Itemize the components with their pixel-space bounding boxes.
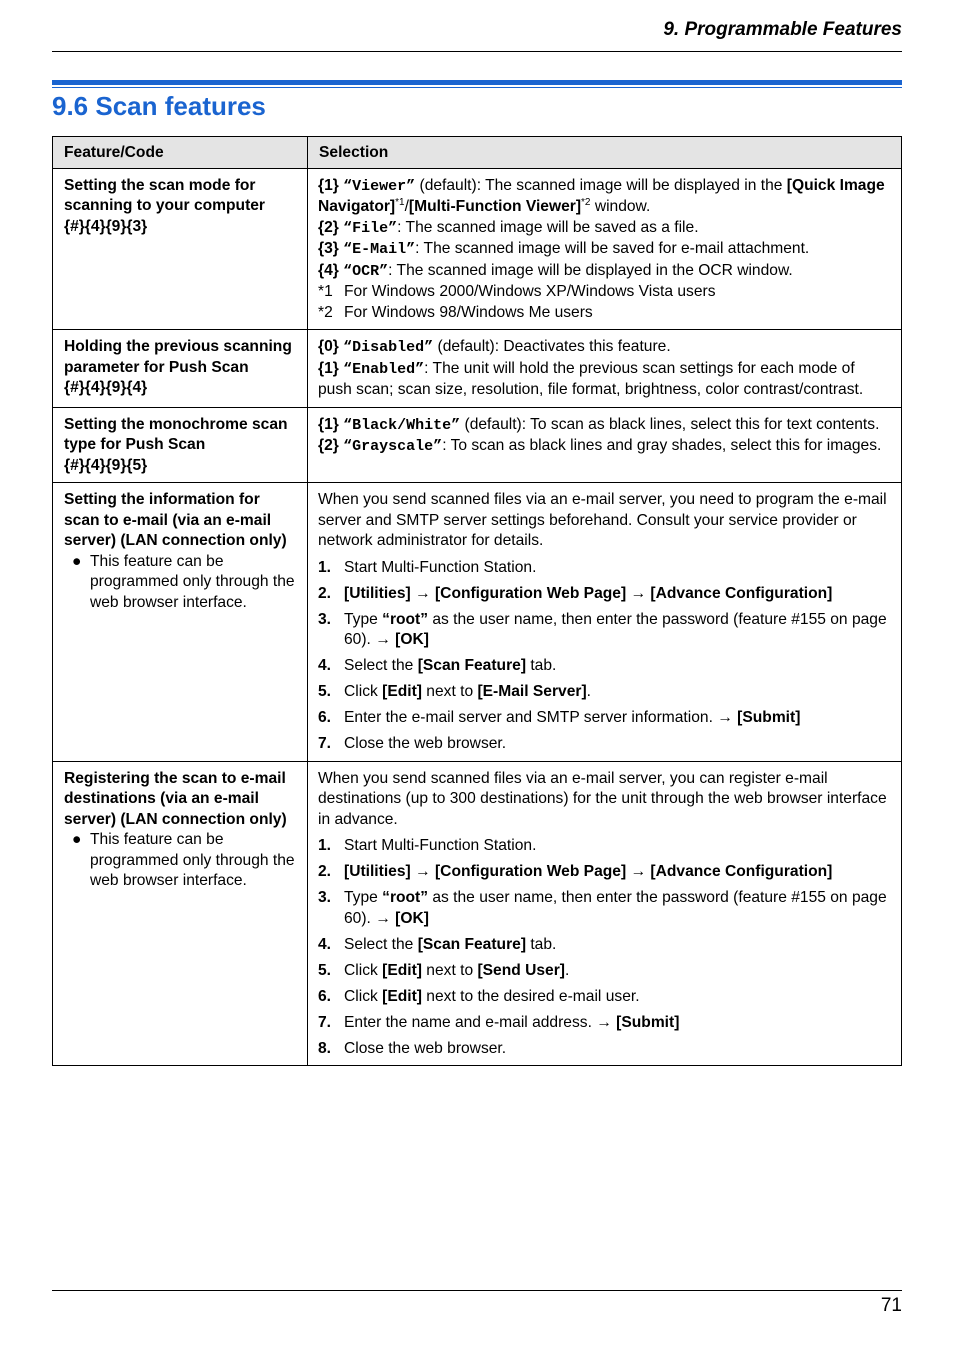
step-text [344,610,891,651]
step-fragment: Click [344,961,383,979]
step-text [344,888,891,929]
step-text [344,558,536,579]
step-text [344,935,556,956]
step-number: 7. [318,1013,332,1031]
step-text [344,1013,679,1034]
step-fragment: Start Multi-Function Station. [344,837,537,854]
step-number: 7. [318,735,332,752]
option-line [318,415,891,437]
footnote [318,282,891,303]
step-fragment: next to [421,961,478,979]
option-line [318,359,891,401]
step-text [344,987,640,1008]
step-number: 1. [318,837,332,854]
header-divider [52,51,902,52]
step-text [344,584,832,605]
table-row [53,483,902,762]
step-number: 5. [318,961,332,979]
section-bar [52,80,902,85]
chapter-title: 9. Programmable Features [663,19,902,40]
ui-label: [Scan Feature] [417,657,527,674]
option-desc: window. [590,198,651,215]
option-key: {2} [318,218,339,236]
step-item [318,558,891,579]
selection-cell [308,168,902,330]
option-value: “Grayscale” [343,438,443,455]
step-item [318,734,891,755]
steps-list [318,558,891,755]
ui-label: [Submit] [616,1013,680,1031]
step-number: 5. [318,683,332,700]
option-link: [Quick Image Navigator] [318,176,885,215]
option-value: “Enabled” [343,360,425,378]
feature-cell [53,407,308,483]
steps-list [318,836,891,1059]
step-fragment: as the user name, then enter the password (feature #155 on page 60). [344,889,887,927]
page-number: 71 [880,1295,902,1316]
ui-label: [Utilities] [344,584,411,602]
option-key: {1} [318,415,339,433]
step-text [344,734,506,755]
step-item [318,584,891,605]
ui-label: [Scan Feature] [417,935,527,953]
step-fragment: tab. [526,657,557,674]
option-key: {1} [318,176,339,194]
feature-cell [53,168,308,330]
step-item [318,888,891,929]
step-number: 6. [318,709,332,726]
intro-text: When you send scanned files via an e-mail server, you need to program the e-mail server and SMTP server settings beforehand. Consult your service provider or network administrator for details. [318,491,887,549]
step-fragment: . [586,683,591,700]
ui-label: [Configuration Web Page] [434,863,627,880]
step-fragment: Enter the e-mail server and SMTP server information. [344,709,713,726]
option-key: {1} [318,359,339,377]
ui-label: [Send User] [477,961,565,979]
step-item [318,656,891,677]
table-row [53,407,902,483]
step-text [344,961,569,982]
step-fragment: Select the [344,935,418,953]
option-line [318,239,891,261]
option-value: “File” [343,219,398,237]
step-item [318,987,891,1008]
arrow-icon: → [626,584,651,602]
step-text [344,682,591,703]
step-text [344,862,832,883]
feature-name: Holding the previous scanning parameter for Push Scan [64,338,292,376]
ui-label: [OK] [395,631,429,648]
option-key: {2} [318,437,339,454]
ui-label: [Advance Configuration] [650,863,833,880]
step-fragment: Click [344,683,383,700]
step-item [318,1013,891,1034]
option-line [318,436,891,458]
ui-label: [OK] [395,909,429,927]
option-line [318,176,891,218]
step-item [318,836,891,857]
step-number: 2. [318,863,332,880]
step-number: 2. [318,584,332,602]
feature-code: {#}{4}{9}{5} [64,456,148,474]
step-fragment: Click [344,987,383,1005]
ui-label: [Edit] [382,961,422,979]
ui-label: [Edit] [382,683,422,700]
arrow-icon: → [712,709,738,726]
footnote-mark: *2 [318,303,333,321]
ui-label: [Utilities] [344,863,411,880]
ui-label: [Edit] [382,987,422,1005]
bullet-icon: ● [72,552,82,570]
column-header-selection: Selection [308,137,902,169]
intro-text: When you send scanned files via an e-mail server, you can register e-mail destinations (up to 300 destinations) for the unit through the web browser interface in advance. [318,769,887,828]
option-value: “Viewer” [343,177,416,195]
step-item [318,682,891,703]
step-text [344,1039,506,1060]
feature-name: Registering the scan to e-mail destinations (via an e-mail server) (LAN connection only) [64,769,287,828]
footnote-mark: *1 [318,283,333,300]
step-number: 6. [318,987,332,1005]
step-item [318,610,891,651]
step-number: 4. [318,935,332,953]
step-fragment: Close the web browser. [344,1039,507,1057]
features-table [52,136,902,1066]
option-value: “E-Mail” [343,241,416,258]
footnote-ref: *1 [395,196,405,208]
option-desc: : The unit will hold the previous scan settings for each mode of push scan; scan size, resolution, file format, brightness, color contrast/contrast. [318,359,864,398]
step-item [318,1039,891,1060]
option-value: “OCR” [343,262,389,280]
feature-code: {#}{4}{9}{4} [64,379,148,396]
table-row [53,168,902,330]
step-text [344,656,556,677]
table-row [53,761,902,1066]
option-desc: : The scanned image will be saved as a file. [397,218,699,236]
feature-name: Setting the scan mode for scanning to your computer [64,176,266,214]
option-desc: : To scan as black lines and gray shades, select this for images. [442,437,882,454]
option-key: {4} [318,261,339,279]
selection-cell [308,761,902,1066]
footnote-ref: *2 [581,196,591,208]
step-item [318,935,891,956]
bullet-note [64,552,297,614]
bullet-text: This feature can be programmed only through the web browser interface. [90,831,295,889]
option-value: “Black/White” [343,416,461,434]
step-fragment: Enter the name and e-mail address. [344,1013,592,1031]
option-link: [Multi-Function Viewer] [408,198,582,215]
bullet-note [64,830,297,892]
option-desc: (default): To scan as black lines, select this for text contents. [460,415,880,433]
ui-label: [Configuration Web Page] [434,584,627,602]
feature-name: Setting the monochrome scan type for Push Scan [64,415,288,453]
arrow-icon: → [410,584,435,602]
step-item [318,961,891,982]
feature-code: {#}{4}{9}{3} [64,217,148,235]
option-key: {3} [318,240,339,257]
feature-cell [53,330,308,408]
step-number: 3. [318,610,332,628]
bullet-text: This feature can be programmed only through the web browser interface. [90,552,295,611]
arrow-icon: → [410,863,435,880]
step-fragment: Type [344,610,383,628]
ui-label: [E-Mail Server] [477,683,587,700]
option-line [318,337,891,359]
feature-cell [53,761,308,1066]
selection-cell [308,483,902,762]
footnote-text: For Windows 98/Windows Me users [344,303,593,321]
feature-name: Setting the information for scan to e-mail (via an e-mail server) (LAN connection only) [64,491,287,549]
footnote [318,303,891,324]
option-desc: : The scanned image will be saved for e-mail attachment. [415,240,810,257]
step-fragment: Close the web browser. [344,735,507,752]
step-number: 3. [318,889,332,906]
step-number: 4. [318,657,332,674]
step-fragment: next to [421,683,478,700]
step-fragment: Start Multi-Function Station. [344,558,537,576]
step-fragment: Type [344,889,383,906]
arrow-icon: → [370,909,396,927]
arrow-icon: → [626,863,651,880]
ui-label: “root” [382,889,429,906]
option-separator: / [404,198,409,215]
option-value: “Disabled” [343,339,434,356]
option-desc: (default): The scanned image will be displayed in the [415,176,787,194]
step-fragment: next to the desired e-mail user. [421,987,640,1005]
selection-cell [308,407,902,483]
table-row [53,330,902,408]
ui-label: [Advance Configuration] [650,584,833,602]
table-header-row [53,137,902,169]
arrow-icon: → [591,1013,617,1031]
section-bar-thin [52,87,902,88]
section-title: 9.6 Scan features [52,91,266,121]
step-text [344,708,800,729]
step-fragment: tab. [526,935,557,953]
step-fragment: as the user name, then enter the password (feature #155 on page 60). [344,610,887,648]
step-fragment: Select the [344,657,418,674]
step-number: 1. [318,558,332,576]
step-fragment: . [564,961,570,979]
option-line [318,218,891,240]
bullet-icon: ● [72,831,82,848]
option-key: {0} [318,338,339,355]
feature-cell [53,483,308,762]
step-number: 8. [318,1039,332,1057]
ui-label: “root” [382,610,429,628]
column-header-feature: Feature/Code [53,137,308,169]
step-text [344,836,536,857]
option-line [318,261,891,283]
selection-cell [308,330,902,408]
ui-label: [Submit] [737,709,801,726]
step-item [318,708,891,729]
option-desc: (default): Deactivates this feature. [433,338,671,355]
step-item [318,862,891,883]
arrow-icon: → [370,631,396,648]
footnote-text: For Windows 2000/Windows XP/Windows Vista users [344,283,716,300]
footer-divider [52,1290,902,1291]
option-desc: : The scanned image will be displayed in the OCR window. [388,261,793,279]
